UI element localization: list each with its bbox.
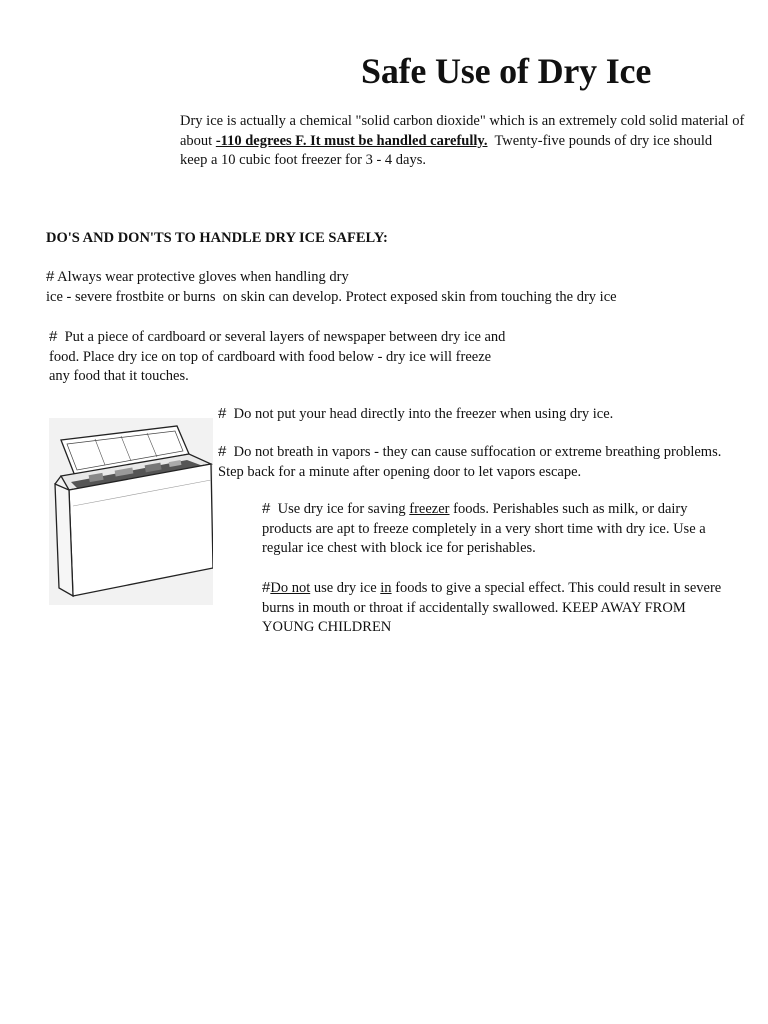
bullet-symbol: # xyxy=(46,268,55,285)
page-title: Safe Use of Dry Ice xyxy=(361,51,652,91)
bullet-symbol: # xyxy=(262,579,271,596)
bullet-text: products are apt to freeze completely in a very short time with dry ice. Use a xyxy=(262,520,706,537)
bullet-item xyxy=(218,404,613,425)
bullet-symbol: # xyxy=(218,443,227,460)
bullet-text: Step back for a minute after opening door to let vapors escape. xyxy=(218,463,582,480)
bullet-text: YOUNG CHILDREN xyxy=(262,619,392,635)
bullet-item xyxy=(262,499,706,559)
freezer-underlined: freezer xyxy=(409,501,450,517)
bullet-text: regular ice chest with block ice for perishables. xyxy=(262,540,536,556)
bullet-text: use dry ice xyxy=(310,580,381,596)
bullet-symbol: # xyxy=(262,500,271,517)
bullet-item xyxy=(262,578,721,638)
intro-text: Twenty-five pounds of dry ice should xyxy=(487,132,713,149)
bullet-text: foods. Perishables such as milk, or dairy xyxy=(449,501,688,517)
bullet-symbol: # xyxy=(218,405,227,422)
bullet-item xyxy=(49,327,505,387)
bullet-text: Put a piece of cardboard or several layers of newspaper between dry ice and xyxy=(64,329,506,345)
bullet-item xyxy=(218,442,721,482)
section-heading: DO'S AND DON'TS TO HANDLE DRY ICE SAFELY: xyxy=(46,230,388,246)
intro-line: Dry ice is actually a chemical "solid carbon dioxide" which is an extremely cold solid material of xyxy=(180,113,745,129)
bullet-text: foods to give a special effect. This could result in severe xyxy=(391,580,722,596)
bullet-text: any food that it touches. xyxy=(49,368,189,384)
bullet-text: ice - severe frostbite or burns on skin can develop. Protect exposed skin from touching the dry ice xyxy=(46,288,617,305)
bullet-text: food. Place dry ice on top of cardboard with food below - dry ice will freeze xyxy=(49,348,492,365)
bullet-text: Always wear protective gloves when handling dry xyxy=(57,269,349,285)
bullet-text: burns in mouth or throat if accidentally swallowed. KEEP AWAY FROM xyxy=(262,599,686,616)
intro-line: keep a 10 cubic foot freezer for 3 - 4 days. xyxy=(180,152,426,168)
intro-paragraph xyxy=(180,112,745,171)
bullet-item xyxy=(46,267,617,307)
intro-line xyxy=(180,132,740,152)
do-not-underlined: Do not xyxy=(270,580,311,596)
chest-freezer-illustration xyxy=(49,418,213,605)
bullet-text: Do not breath in vapors - they can cause suffocation or extreme breathing problems. xyxy=(233,444,722,460)
bullet-text: Do not put your head directly into the freezer when using dry ice. xyxy=(233,406,614,422)
in-underlined: in xyxy=(380,580,392,596)
bullet-text: Use dry ice for saving xyxy=(277,501,410,517)
bullet-symbol: # xyxy=(49,328,58,345)
intro-text: about xyxy=(180,132,216,149)
temperature-warning: -110 degrees F. It must be handled carefully. xyxy=(215,132,488,149)
